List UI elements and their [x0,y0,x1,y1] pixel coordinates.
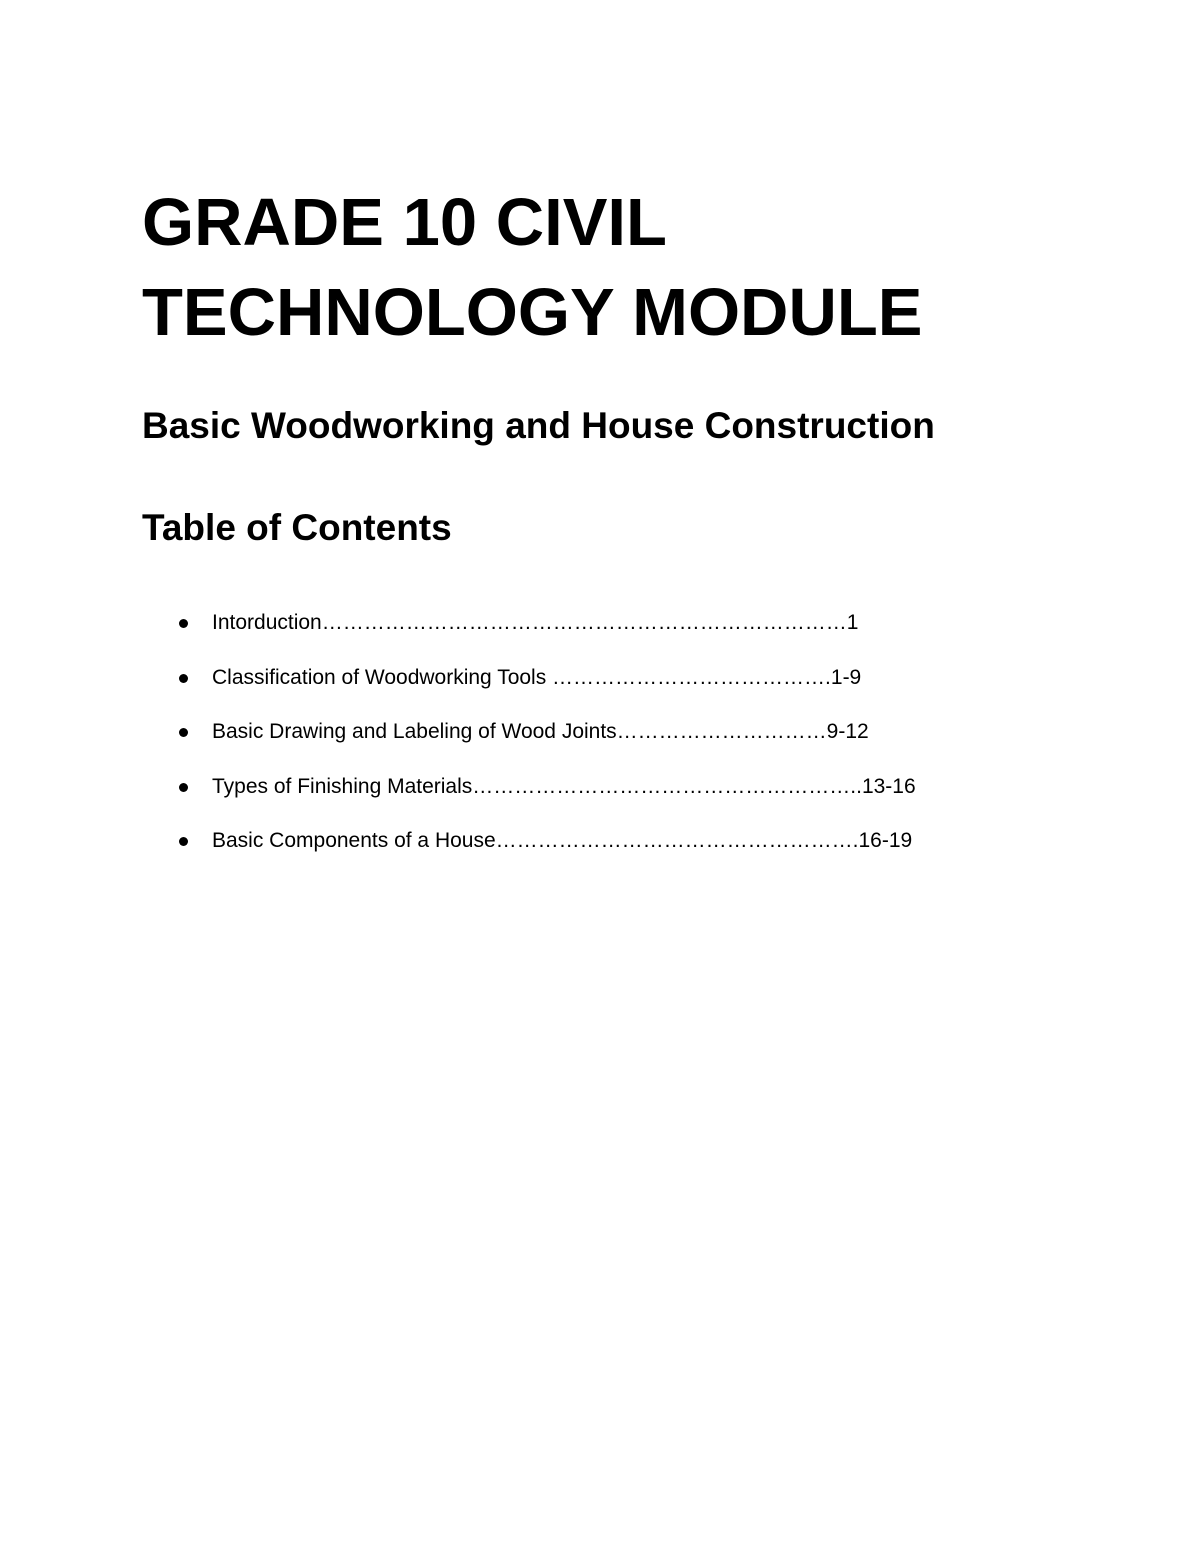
toc-item-introduction [142,604,916,659]
bullet-icon [179,837,188,846]
toc-item-text: Intorduction…………………………………………………………………1 [212,611,859,634]
toc-item-text: Classification of Woodworking Tools ………………………………….1-9 [212,665,862,689]
title-line-2: TECHNOLOGY MODULE [142,275,923,350]
toc-item-text: Types of Finishing Materials………………………………………………..13-16 [212,774,916,798]
bullet-icon [179,674,188,683]
toc-heading: Table of Contents [142,507,452,548]
bullet-icon [179,728,188,737]
toc-item-finishing-materials [142,768,916,823]
toc-item-text: Basic Components of a House…………………………………………….16-19 [212,829,913,852]
table-of-contents-list [142,604,916,877]
bullet-icon [179,783,188,792]
toc-item-wood-joints [142,713,916,768]
toc-item-classification-of-tools [142,659,916,714]
document-subtitle: Basic Woodworking and House Construction [142,405,935,446]
document-title [142,178,922,358]
title-line-1: GRADE 10 CIVIL [142,185,667,260]
toc-item-text: Basic Drawing and Labeling of Wood Joints…………………………9-12 [212,720,869,743]
bullet-icon [179,619,188,628]
toc-item-house-components [142,822,916,877]
